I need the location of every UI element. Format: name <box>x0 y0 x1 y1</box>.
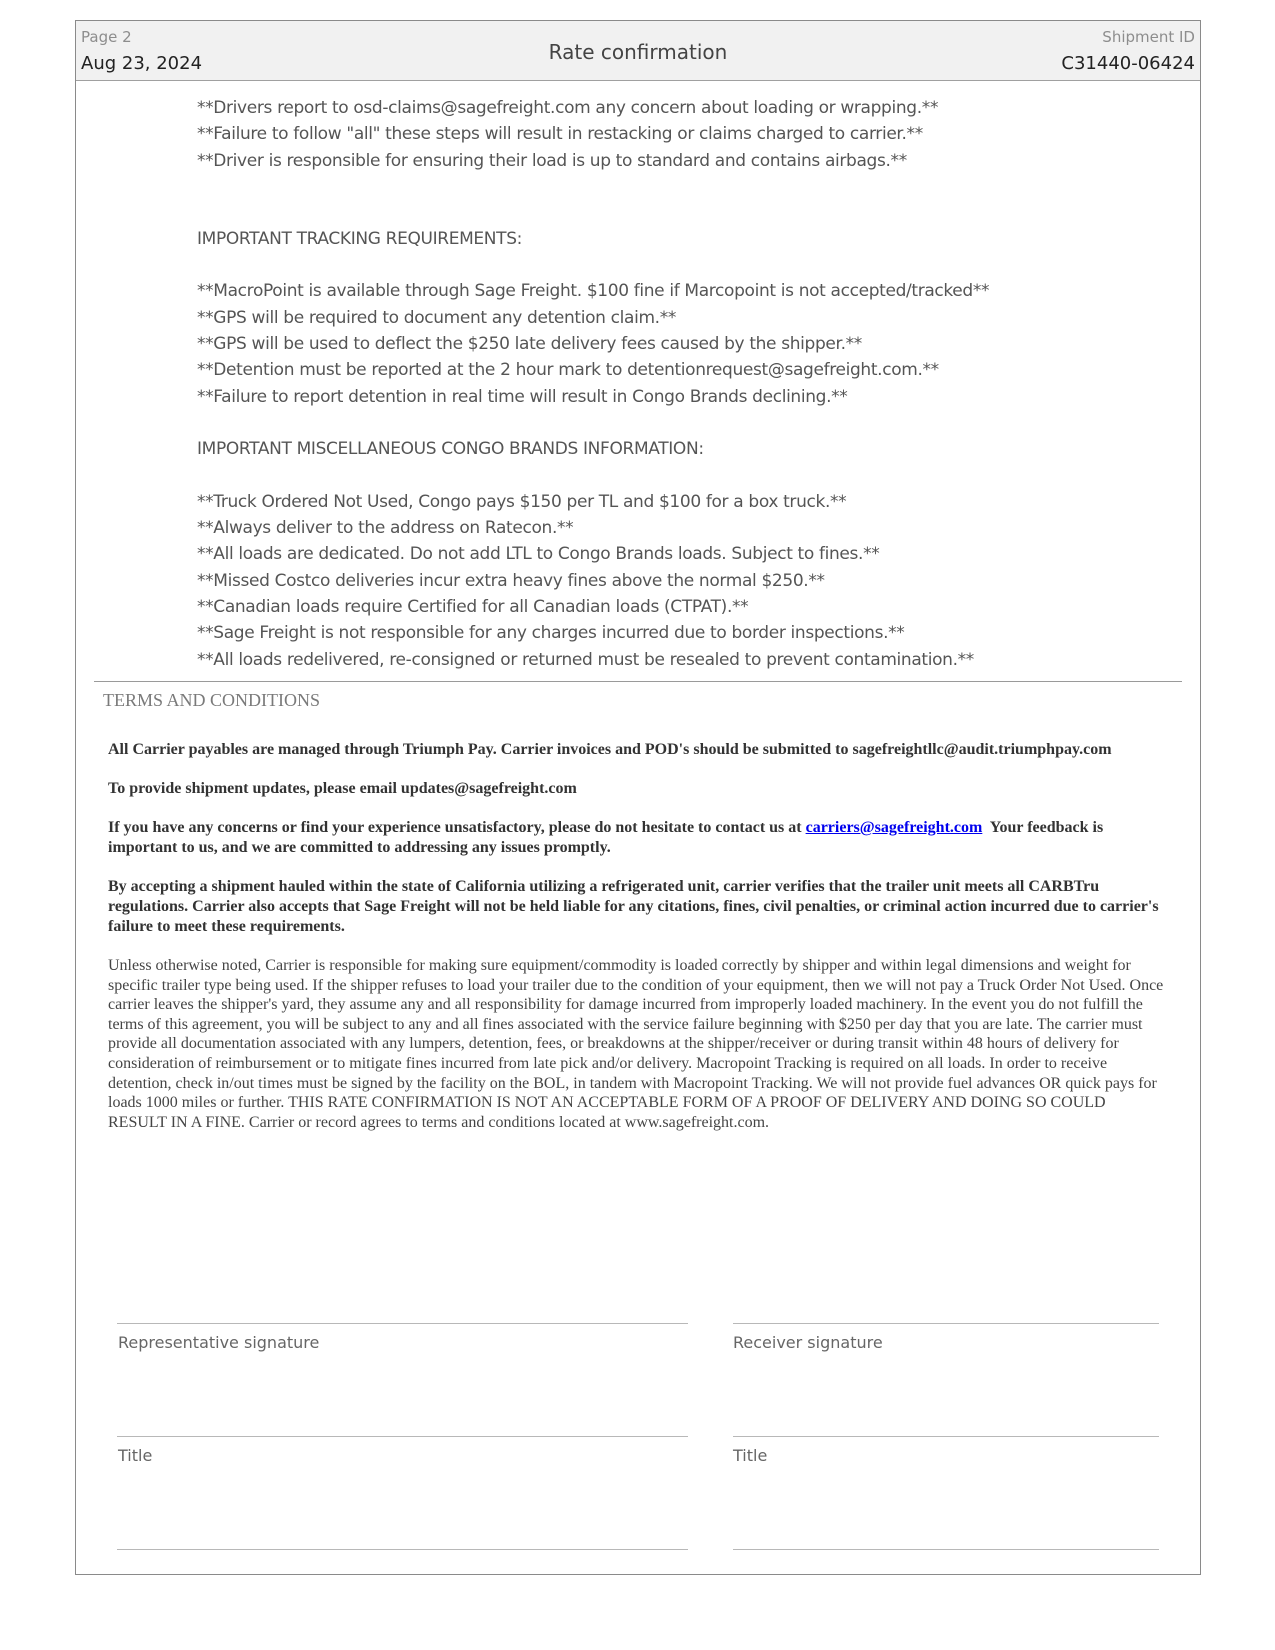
page-header <box>76 21 1200 81</box>
loading-note: **Driver is responsible for ensuring their load is up to standard and contains airbags.** <box>197 150 907 171</box>
shipment-id-label: Shipment ID <box>1102 28 1195 46</box>
representative-title-label: Title <box>118 1446 153 1465</box>
payables-paragraph: All Carrier payables are managed through Triumph Pay. Carrier invoices and POD's should be submitted to sagefreightllc@audit.triumphpay.com <box>108 741 1112 758</box>
california-paragraph: By accepting a shipment hauled within the state of California utilizing a refrigerated unit, carrier verifies that the trailer unit meets all CARBTru regulations. Carrier also accepts that Sage Freight will not be held liable for any citations, fines, civil penalties, or criminal action incurred due to carrier's failure to meet these requirements. <box>108 878 1159 935</box>
page-number: Page 2 <box>81 28 132 46</box>
document-date: Aug 23, 2024 <box>81 53 203 74</box>
section-divider <box>94 681 1182 682</box>
misc-heading: IMPORTANT MISCELLANEOUS CONGO BRANDS INFORMATION: <box>197 439 704 460</box>
misc-note: **Canadian loads require Certified for all Canadian loads (CTPAT).** <box>197 597 749 618</box>
receiver-signature-label: Receiver signature <box>733 1333 883 1352</box>
misc-note: **Missed Costco deliveries incur extra heavy fines above the normal $250.** <box>197 570 825 591</box>
carriers-email-link[interactable]: carriers@sagefreight.com <box>805 819 983 836</box>
general-terms-paragraph: Unless otherwise noted, Carrier is responsible for making sure equipment/commodity is loaded correctly by shipper and within legal dimensions and weight for specific trailer type being used. If the shipper refuses to load your trailer due to the condition of your equipment, then we will not pay a Truck Order Not Used. Once carrier leaves the shipper's yard, they assume any and all responsibility for damage incurred from improperly loaded machinery. In the event you do not fulfill the terms of this agreement, you will be subject to any and all fines associated with the service failure beginning with $250 per day that you are late. The carrier must provide all documentation associated with any lumpers, detention, fees, or breakdowns at the shipper/receiver or during transit within 48 hours of delivery for consideration of reimbursement or to mitigate fines incurred from late pick and/or delivery. Macropoint Tracking is required on all loads. In order to receive detention, check in/out times must be signed by the facility on the BOL, in tandem with Macropoint Tracking. We will not provide fuel advances OR quick pays for loads 1000 miles or further. THIS RATE CONFIRMATION IS NOT AN ACCEPTABLE FORM OF A PROOF OF DELIVERY AND DOING SO COULD RESULT IN A FINE. Carrier or record agrees to terms and conditions located at www.sagefreight.com. <box>108 957 1164 1131</box>
concerns-text-before: If you have any concerns or find your experience unsatisfactory, please do not hesitate to contact us at <box>108 819 806 836</box>
receiver-title-label: Title <box>733 1446 768 1465</box>
tracking-note: **Failure to report detention in real time will result in Congo Brands declining.** <box>197 386 848 407</box>
misc-note: **Sage Freight is not responsible for any charges incurred due to border inspections.** <box>197 623 905 644</box>
tracking-note: **MacroPoint is available through Sage Freight. $100 fine if Marcopoint is not accepted/tracked** <box>197 281 990 302</box>
misc-note: **All loads redelivered, re-consigned or returned must be resealed to prevent contamination.** <box>197 649 974 670</box>
loading-note: **Failure to follow "all" these steps will result in restacking or claims charged to carrier.** <box>197 124 923 145</box>
document-title: Rate confirmation <box>548 40 728 64</box>
terms-heading: TERMS AND CONDITIONS <box>103 690 321 710</box>
receiver-signature-line[interactable] <box>733 1323 1159 1324</box>
special-instructions <box>197 95 1097 673</box>
misc-note: **All loads are dedicated. Do not add LTL to Congo Brands loads. Subject to fines.** <box>197 544 880 565</box>
concerns-text-after: Your feedback is important to us, and we are committed to addressing any issues promptly. <box>108 819 1108 856</box>
loading-note: **Drivers report to osd-claims@sagefreight.com any concern about loading or wrapping.** <box>197 98 939 118</box>
representative-signature-label: Representative signature <box>118 1333 320 1352</box>
tracking-note: **GPS will be required to document any detention claim.** <box>197 307 677 328</box>
concerns-paragraph <box>108 818 1168 858</box>
receiver-bottom-line <box>733 1549 1159 1550</box>
misc-note: **Always deliver to the address on Ratecon.** <box>197 518 574 539</box>
representative-signature-line[interactable] <box>117 1323 688 1324</box>
tracking-note: **GPS will be used to deflect the $250 late delivery fees caused by the shipper.** <box>197 334 862 355</box>
updates-paragraph: To provide shipment updates, please email updates@sagefreight.com <box>108 780 577 797</box>
tracking-heading: IMPORTANT TRACKING REQUIREMENTS: <box>197 228 523 249</box>
receiver-title-line[interactable] <box>733 1436 1159 1437</box>
misc-note: **Truck Ordered Not Used, Congo pays $150 per TL and $100 for a box truck.** <box>197 491 847 512</box>
representative-title-line[interactable] <box>117 1436 688 1437</box>
tracking-note: **Detention must be reported at the 2 hour mark to detentionrequest@sagefreight.com.** <box>197 360 939 381</box>
terms-and-conditions <box>108 740 1168 1151</box>
shipment-id: C31440-06424 <box>1061 53 1195 74</box>
representative-bottom-line <box>117 1549 688 1550</box>
